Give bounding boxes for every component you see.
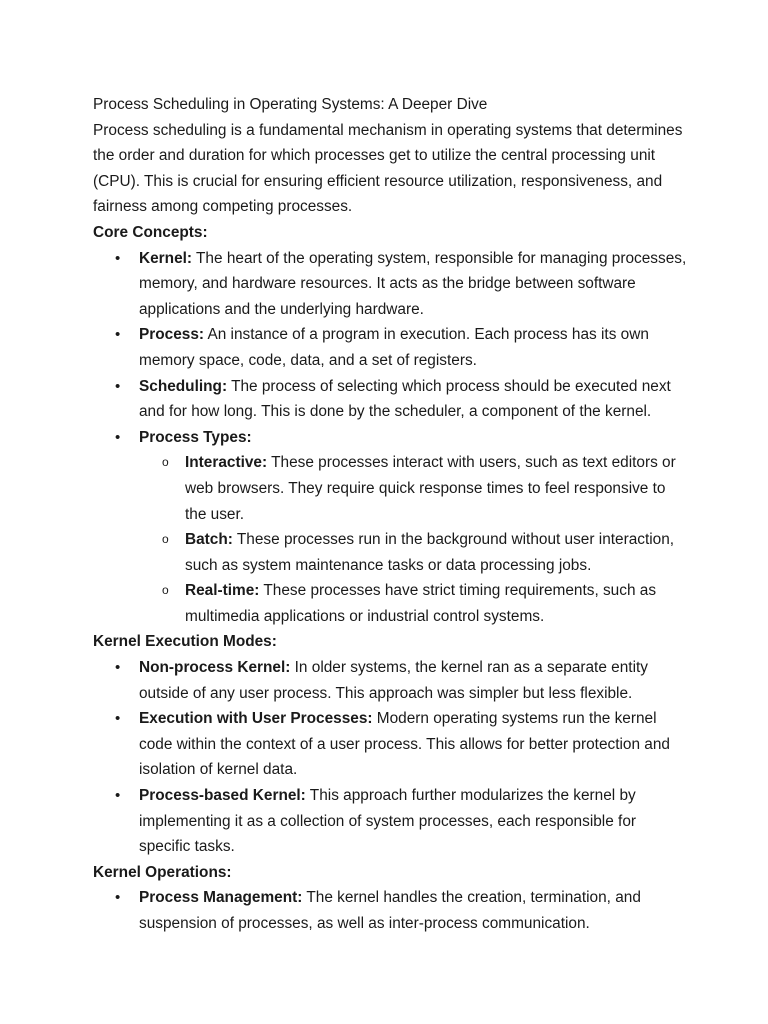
section-heading-kernel-operations: Kernel Operations: <box>93 863 232 881</box>
kernel-operations-list <box>93 885 688 936</box>
circle-bullet-icon: o <box>162 455 169 470</box>
kernel-execution-modes-list <box>93 655 688 860</box>
list-item <box>93 374 688 425</box>
circle-bullet-icon: o <box>162 532 169 547</box>
list-item-text: The heart of the operating system, responsible for managing processes, memory, and hardware resources. It acts as the bridge between software applications and the underlying hardware. <box>139 249 687 318</box>
list-item <box>93 783 688 860</box>
list-item <box>93 425 688 630</box>
document-title: Process Scheduling in Operating Systems: A Deeper Dive <box>93 96 488 113</box>
bullet-icon: • <box>115 249 121 267</box>
list-item-term: Scheduling: <box>139 377 228 395</box>
list-item-text: This approach further modularizes the kernel by implementing it as a collection of system processes, each responsible for specific tasks. <box>139 787 637 856</box>
list-item <box>93 246 688 323</box>
process-types-sublist <box>139 450 688 629</box>
list-item-term: Process: <box>139 326 205 344</box>
list-item <box>93 322 688 373</box>
sublist-item <box>139 527 688 578</box>
list-item-term: Kernel: <box>139 249 193 267</box>
intro-paragraph: Process scheduling is a fundamental mechanism in operating systems that determines the order and duration for which processes get to utilize the central processing unit (CPU). This is crucial for ensuring efficient resource utilization, responsiveness, and fairness among competing processes. <box>93 121 683 216</box>
section-heading-kernel-execution-modes: Kernel Execution Modes: <box>93 633 277 651</box>
list-item <box>93 706 688 783</box>
bullet-icon: • <box>115 710 121 728</box>
sublist-item <box>139 578 688 629</box>
list-item <box>93 655 688 706</box>
bullet-icon: • <box>115 326 121 344</box>
list-item-text: Modern operating systems run the kernel code within the context of a user process. This allows for better protection and isolation of kernel data. <box>139 710 670 779</box>
bullet-icon: • <box>115 428 121 446</box>
list-item-term: Execution with User Processes: <box>139 710 373 728</box>
circle-bullet-icon: o <box>162 583 169 598</box>
sublist-item-term: Batch: <box>185 531 233 549</box>
bullet-icon: • <box>115 787 121 805</box>
list-item-term: Process Types: <box>139 428 252 446</box>
list-item-term: Process Management: <box>139 889 303 907</box>
sublist-item <box>139 450 688 527</box>
list-item-term: Process-based Kernel: <box>139 787 306 805</box>
list-item-text: In older systems, the kernel ran as a separate entity outside of any user process. This approach was simpler but less flexible. <box>139 659 648 702</box>
sublist-item-text: These processes run in the background without user interaction, such as system maintenance tasks or data processing jobs. <box>185 531 675 574</box>
list-item-text: An instance of a program in execution. Each process has its own memory space, code, data, and a set of registers. <box>139 326 649 369</box>
bullet-icon: • <box>115 889 121 907</box>
list-item-text: The kernel handles the creation, termination, and suspension of processes, as well as inter-process communication. <box>139 889 641 932</box>
sublist-item-term: Interactive: <box>185 454 268 472</box>
sublist-item-text: These processes interact with users, such as text editors or web browsers. They require quick response times to feel responsive to the user. <box>185 454 676 523</box>
list-item-term: Non-process Kernel: <box>139 659 291 677</box>
bullet-icon: • <box>115 659 121 677</box>
sublist-item-text: These processes have strict timing requirements, such as multimedia applications or industrial control systems. <box>185 582 657 625</box>
bullet-icon: • <box>115 377 121 395</box>
list-item-text: The process of selecting which process should be executed next and for how long. This is done by the scheduler, a component of the kernel. <box>139 377 671 421</box>
sublist-item-term: Real-time: <box>185 582 260 600</box>
core-concepts-list <box>93 246 688 630</box>
section-heading-core-concepts: Core Concepts: <box>93 223 208 241</box>
list-item <box>93 885 688 936</box>
